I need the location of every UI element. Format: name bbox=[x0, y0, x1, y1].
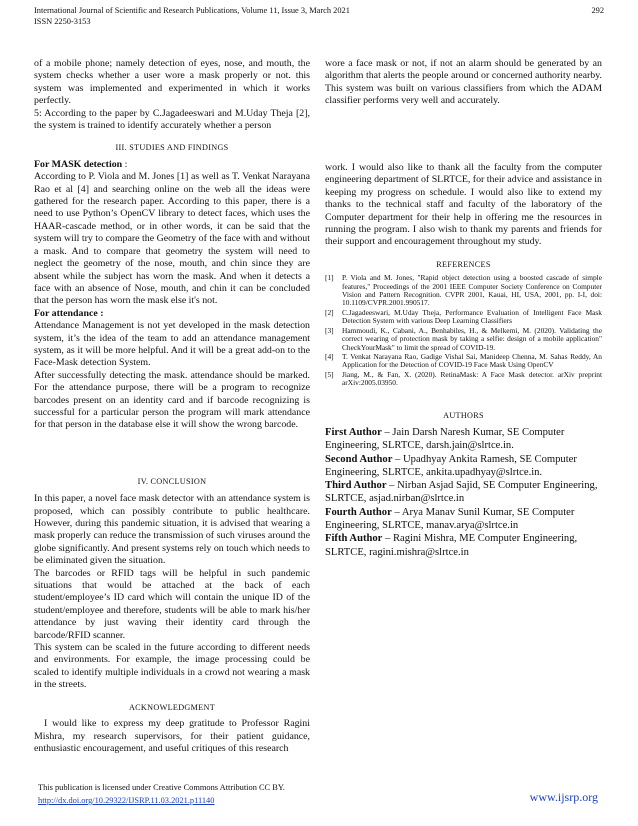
reference-item: [4] T. Venkat Narayana Rao, Gadige Vishal Sai, Manideep Chenna, M. Sahas Reddy, An Application for the Detection of COVID-19 Face Mask Using OpenCV bbox=[325, 351, 602, 370]
issn: ISSN 2250-3153 bbox=[34, 17, 91, 26]
section-heading-references: REFERENCES bbox=[436, 259, 491, 269]
paragraph: After successfully detecting the mask. attendance should be marked. For the attendance purpose, there will be a program to recognize barcodes present on an identity card and if barcode recognizing is successful for a particular person the program will mark attendance for that person in the database else it will show the wrong barcode. bbox=[34, 369, 310, 431]
paragraph: In this paper, a novel face mask detector with an attendance system is proposed, which can possibly contribute to public healthcare. However, during this pandemic situation, it is advised that wearing a mask properly can reduce the transmission of such viruses around the globe significantly. And present systems rely on touch which needs to be eliminated given the situation. bbox=[34, 493, 310, 567]
right-column bbox=[325, 162, 602, 559]
section-heading-acknowledgment: ACKNOWLEDGMENT bbox=[128, 702, 216, 712]
paragraph: 5: According to the paper by C.Jagadeeswari and M.Uday Theja [2], the system is trained to identify accurately whether a person bbox=[34, 107, 310, 132]
paragraph: The barcodes or RFID tags will be helpful in such pandemic situations that would be attached at the back of each student/employee’s ID card which will contain the unique ID of the student/employee and therefore, students will be able to mark his/her attendance by just waving their identity card through the barcode/RFID scanner. bbox=[34, 567, 310, 641]
author-entry: Fourth Author – Arya Manav Sunil Kumar, SE Computer Engineering, SLRTCE, manav.arya@slrtce.in bbox=[325, 506, 575, 532]
right-column-top bbox=[325, 58, 602, 108]
author-entry: First Author – Jain Darsh Naresh Kumar, SE Computer Engineering, SLRTCE, darsh.jain@slrtce.in. bbox=[325, 426, 565, 452]
doi-link[interactable]: http://dx.doi.org/10.29322/IJSRP.11.03.2021.p11140 bbox=[38, 796, 215, 805]
site-link[interactable]: www.ijsrp.org bbox=[529, 790, 598, 804]
author-entry: Fifth Author – Ragini Mishra, ME Computer Engineering, SLRTCE, ragini.mishra@slrtce.in bbox=[325, 533, 578, 558]
section-heading-authors: AUTHORS bbox=[443, 410, 484, 420]
reference-item: [3] Hammoudi, K., Cabani, A., Benhabiles, H., & Melkemi, M. (2020). Validating the correct wearing of protection mask by taking a selfie: design of a mobile application" CheckYourMask" to limit the spread of COVID-19. bbox=[325, 325, 602, 352]
mask-heading: For MASK detection : bbox=[34, 158, 128, 170]
author-entry: Second Author – Upadhyay Ankita Ramesh, SE Computer Engineering, SLRTCE, ankita.upadhyay@slrtce.in. bbox=[325, 453, 577, 478]
attendance-heading: For attendance : bbox=[34, 307, 104, 319]
reference-item: [1] P. Viola and M. Jones, "Rapid object detection using a boosted cascade of simple features," Proceedings of the 2001 IEEE Computer Society Conference on Computer Vision and Pattern Recognition. CVPR 2001, Kauai, HI, USA, 2001, pp. I-I, doi: 10.1109/CVPR.2001.990517. bbox=[325, 273, 602, 308]
section-heading-studies: III. STUDIES AND FINDINGS bbox=[115, 143, 229, 153]
reference-item: [2] C.Jagadeeswari, M.Uday Theja, Performance Evaluation of Intelligent Face Mask Detection System with various Deep Learning Classifiers bbox=[325, 307, 602, 326]
reference-list bbox=[325, 274, 602, 387]
license-text: This publication is licensed under Creative Commons Attribution CC BY. bbox=[38, 783, 285, 792]
author-list bbox=[325, 426, 602, 559]
left-column bbox=[34, 58, 310, 755]
reference-item: [5] Jiang, M., & Fan, X. (2020). RetinaMask: A Face Mask detector. arXiv preprint arXiv:2005.03950. bbox=[325, 369, 602, 388]
page-footer bbox=[38, 781, 598, 807]
author-entry: Third Author – Nirban Asjad Sajid, SE Computer Engineering, SLRTCE, asjad.nirban@slrtce.in bbox=[325, 480, 598, 505]
page-number: 292 bbox=[591, 6, 604, 15]
paragraph: work. I would also like to thank all the faculty from the computer engineering department of SLRTCE, for their advice and assistance in keeping my progress on schedule. I would also like to extend my thanks to the technical staff and faculty of the laboratory of the Computer department for their help in offering me the resources in running the program. I also wish to thank my parents and friends for their support and encouragement throughout my study. bbox=[325, 162, 602, 248]
page-header bbox=[34, 5, 604, 27]
journal-title: International Journal of Scientific and Research Publications, Volume 11, Issue 3, March 2021 bbox=[34, 6, 350, 15]
paragraph: wore a face mask or not, if not an alarm should be generated by an algorithm that alerts the people around or concerned authority nearby. This system was built on various classifiers from which the ADAM classifier performs very well and accurately. bbox=[325, 58, 602, 107]
paragraph: According to P. Viola and M. Jones [1] as well as T. Venkat Narayana Rao et al [4] and searching online on the web all the ideas were gathered for the research paper. According to this paper, there is a need to use Python’s OpenCV library to detect faces, which uses the HAAR-cascade method, or in other words, it can be said that the system will try to compare the Geometry of the face with and without a mask. And to compare that geometry the system will need to neglect the geometry of the nose, mouth, and chin since they are absent while the subject has worn the mask. And when it detects a face with an absence of Nose, mouth, and chin it can be concluded that the person has worn the mask else it's not. bbox=[34, 171, 310, 307]
paragraph: Attendance Management is not yet developed in the mask detection system, it’s the idea of the team to add an attendance management system, as it will be more helpful. And it will be a great add-on to the Face-Mask detection System. bbox=[34, 320, 310, 369]
paragraph: of a mobile phone; namely detection of eyes, nose, and mouth, the system checks whether a user wore a mask properly or not. this system was implemented and experimented in which it works perfectly. bbox=[34, 58, 310, 107]
section-heading-conclusion: IV. CONCLUSION bbox=[137, 476, 207, 486]
paragraph: I would like to express my deep gratitude to Professor Ragini Mishra, my research supervisors, for their patient guidance, enthusiastic encouragement, and useful critiques of this research bbox=[34, 718, 310, 754]
paragraph: This system can be scaled in the future according to different needs and environments. For example, the image processing could be scaled to identify multiple individuals in a crowd not wearing a mask in the streets. bbox=[34, 642, 310, 691]
